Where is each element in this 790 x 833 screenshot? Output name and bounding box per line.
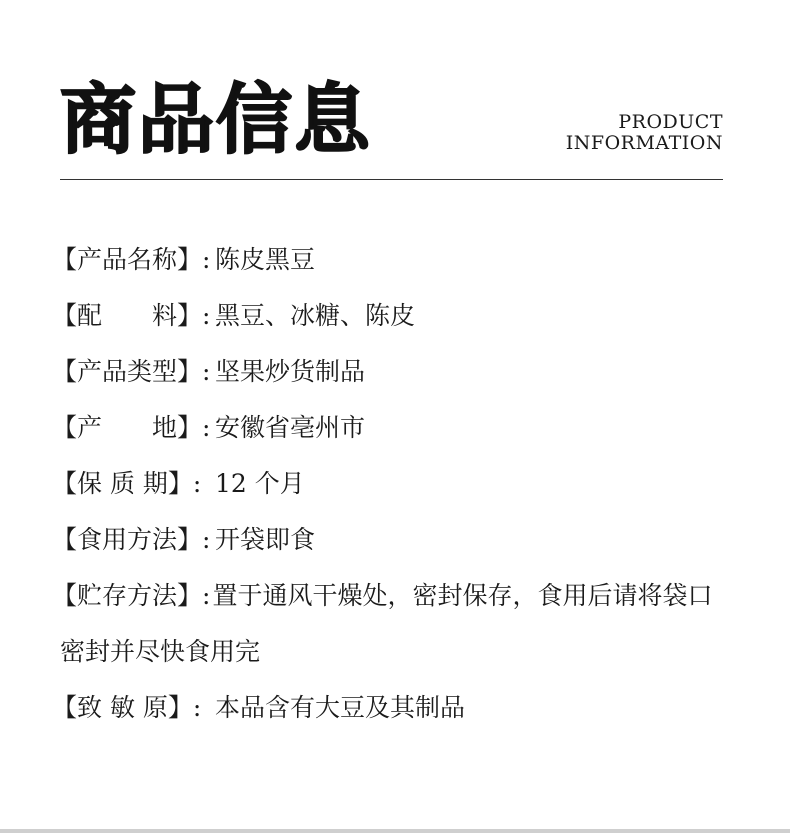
info-row-origin <box>52 398 732 454</box>
info-row-usage <box>52 510 732 566</box>
info-row-allergen <box>52 678 732 734</box>
info-value: 本品含有大豆及其制品 <box>215 693 466 722</box>
info-row-storage-continued <box>52 622 732 678</box>
info-row-product-name <box>52 230 732 286</box>
subtitle-line-2: INFORMATION <box>565 132 723 154</box>
page-subtitle <box>566 112 723 154</box>
info-row-storage <box>52 566 732 622</box>
page-title: 商品信息 <box>60 75 372 164</box>
info-label: 【产品名称】: <box>52 245 211 274</box>
info-list <box>52 230 732 734</box>
subtitle-line-1: PRODUCT <box>618 111 723 133</box>
info-value: 陈皮黑豆 <box>215 245 316 274</box>
info-value: 置于通风干燥处，密封保存，食用后请将袋口 <box>212 581 713 610</box>
info-label: 【食用方法】: <box>52 525 211 554</box>
info-value: 黑豆、冰糖、陈皮 <box>215 301 416 330</box>
info-row-ingredients <box>52 286 732 342</box>
info-value: 坚果炒货制品 <box>215 357 366 386</box>
info-row-product-type <box>52 342 732 398</box>
info-label: 【致 敏 原】: <box>52 693 202 722</box>
header-divider <box>60 179 723 180</box>
bottom-border <box>0 829 790 833</box>
info-label: 【贮存方法】: <box>52 581 211 610</box>
info-label: 【保 质 期】: <box>52 469 202 498</box>
info-value: 安徽省亳州市 <box>215 413 366 442</box>
info-label: 【产品类型】: <box>52 357 211 386</box>
info-value: 开袋即食 <box>215 525 316 554</box>
info-row-shelf-life <box>52 454 732 510</box>
info-label: 【产 地】: <box>52 413 211 442</box>
info-label: 【配 料】: <box>52 301 211 330</box>
info-value: 密封并尽快食用完 <box>60 637 261 666</box>
info-value: 12 个月 <box>215 469 305 498</box>
